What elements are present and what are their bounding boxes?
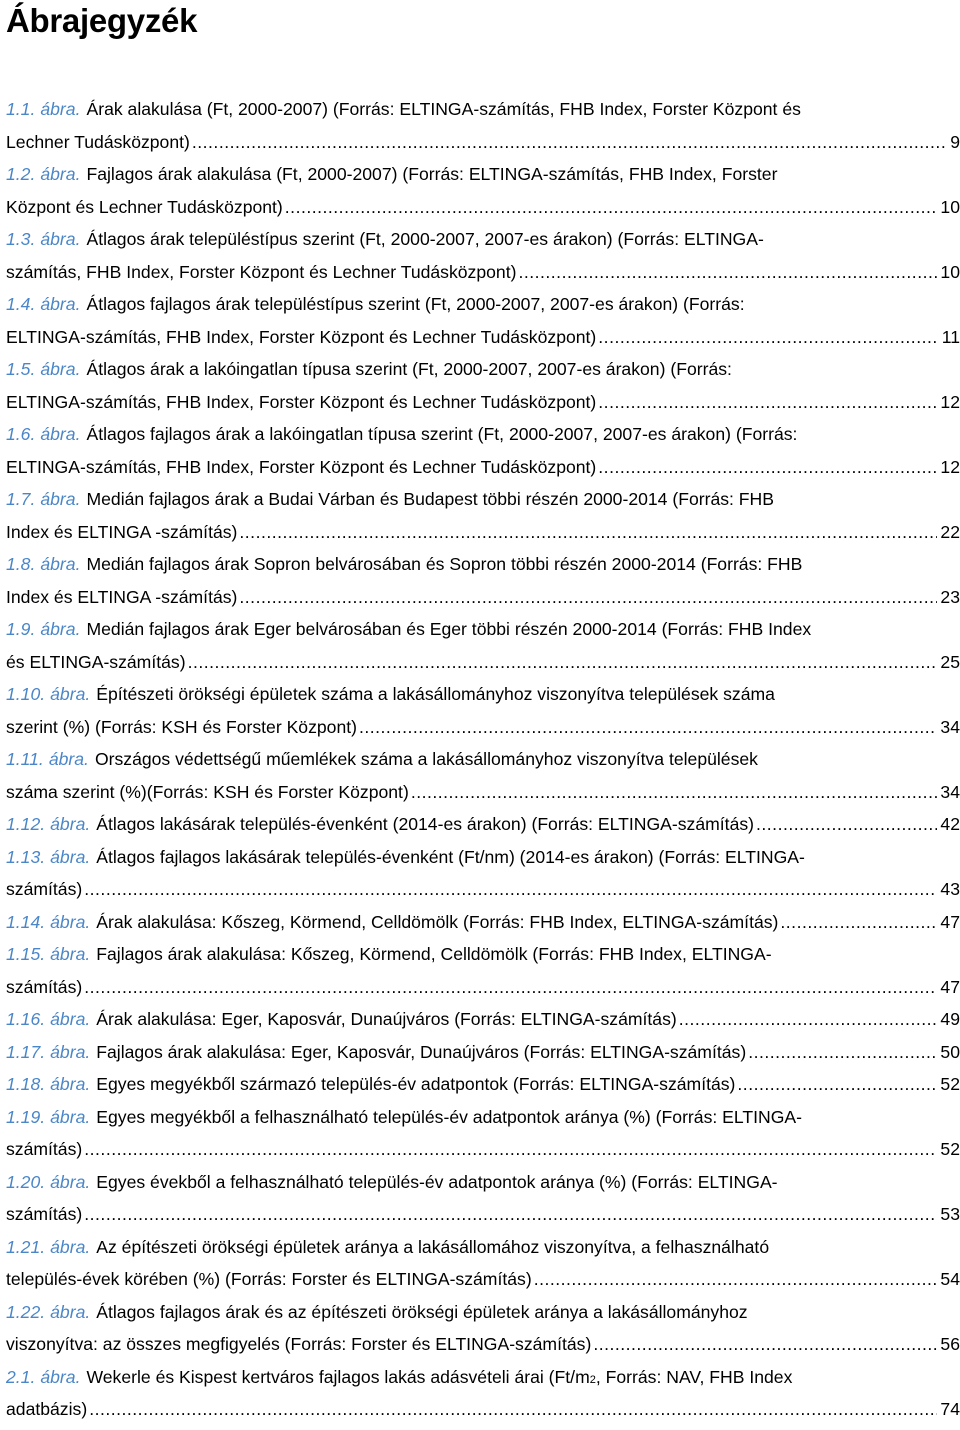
figure-number: 1.1. bbox=[6, 99, 36, 119]
page-number[interactable]: 47 bbox=[940, 976, 960, 997]
figure-caption-continued: Index és ELTINGA -számítás) bbox=[6, 586, 238, 607]
figure-entry[interactable] bbox=[6, 1231, 960, 1296]
figure-number: 1.8. bbox=[6, 554, 36, 574]
figure-caption: Egyes megyékből a felhasználható település-év adatpontok aránya (%) (Forrás: ELTINGA- bbox=[96, 1106, 802, 1127]
figure-caption: Wekerle és Kispest kertváros fajlagos lakás adásvételi árai (Ft/m bbox=[86, 1366, 590, 1387]
figure-caption-continued: Lechner Tudásközpont) bbox=[6, 131, 190, 152]
figure-caption-continued: , Forrás: NAV, FHB Index bbox=[595, 1366, 793, 1387]
figure-caption-continued: szerint (%) (Forrás: KSH és Forster Központ) bbox=[6, 716, 357, 737]
figure-entry-line bbox=[6, 1068, 960, 1101]
page-title: Ábrajegyzék bbox=[6, 2, 198, 39]
figure-entry-line bbox=[6, 321, 960, 354]
figure-caption: Az építészeti örökségi épületek aránya a lakásállomához viszonyítva, a felhasználható bbox=[96, 1236, 770, 1257]
figure-number: 1.5. bbox=[6, 359, 36, 379]
dot-leader bbox=[84, 1198, 937, 1231]
figure-label: ábra. bbox=[48, 749, 89, 769]
figure-entry-line bbox=[6, 386, 960, 419]
figure-caption-continued: számítás) bbox=[6, 976, 83, 997]
figure-number: 1.11. bbox=[6, 749, 44, 769]
figure-number: 1.17. bbox=[6, 1041, 46, 1062]
figure-entry-line bbox=[6, 1296, 960, 1329]
figure-caption-continued: viszonyítva: az összes megfigyelés (Forrás: Forster és ELTINGA-számítás) bbox=[6, 1334, 592, 1354]
dot-leader bbox=[598, 386, 937, 419]
dot-leader bbox=[84, 971, 937, 1004]
dot-leader bbox=[780, 906, 937, 939]
page-number[interactable]: 12 bbox=[940, 391, 960, 412]
figure-entry-line bbox=[6, 126, 960, 159]
figure-caption: Egyes megyékből származó település-év adatpontok (Forrás: ELTINGA-számítás) bbox=[96, 1074, 736, 1094]
dot-leader bbox=[679, 1003, 938, 1036]
figure-entry[interactable] bbox=[6, 353, 960, 418]
figure-label: ábra. bbox=[50, 911, 91, 932]
page-number[interactable]: 52 bbox=[940, 1139, 960, 1159]
figure-number: 1.2. bbox=[6, 164, 36, 184]
figure-entry-line bbox=[6, 93, 960, 126]
figure-label: ábra. bbox=[50, 1301, 91, 1322]
figure-entry[interactable] bbox=[6, 1101, 960, 1166]
figure-entry[interactable] bbox=[6, 223, 960, 288]
dot-leader bbox=[411, 776, 938, 809]
figure-label: ábra. bbox=[40, 164, 81, 184]
figure-entry[interactable] bbox=[6, 158, 960, 223]
figure-entry-line bbox=[6, 841, 960, 874]
figure-entry-line bbox=[6, 256, 960, 289]
figure-entry[interactable] bbox=[6, 613, 960, 678]
figure-entry-line: 2.1. ábra. Wekerle és Kispest kertváros fajlagos lakás adásvételi árai (Ft/m 2 , Forrás: NAV, FHB Index bbox=[6, 1361, 960, 1394]
figure-entry[interactable] bbox=[6, 1036, 960, 1069]
page-number[interactable]: 12 bbox=[940, 456, 960, 477]
figure-entry-line bbox=[6, 711, 960, 744]
figure-number: 1.16. bbox=[6, 1009, 46, 1029]
dot-leader bbox=[188, 646, 938, 679]
figure-number: 1.10. bbox=[6, 684, 46, 704]
page-number[interactable]: 25 bbox=[940, 651, 960, 672]
figure-label: ábra. bbox=[50, 1074, 91, 1094]
figure-number: 1.14. bbox=[6, 911, 46, 932]
dot-leader bbox=[239, 581, 937, 614]
figure-label: ábra. bbox=[50, 1236, 91, 1257]
figure-entry-line bbox=[6, 938, 960, 971]
figure-entry[interactable] bbox=[6, 93, 960, 158]
figure-entry-line bbox=[6, 1328, 960, 1361]
figure-entry-line bbox=[6, 1263, 960, 1296]
figure-number: 1.22. bbox=[6, 1301, 46, 1322]
figure-caption: Átlagos lakásárak település-évenként (2014-es árakon) (Forrás: ELTINGA-számítás) bbox=[96, 814, 755, 834]
figure-caption: Medián fajlagos árak Eger belvárosában és Eger többi részén 2000-2014 (Forrás: FHB Index bbox=[86, 619, 812, 639]
figure-label: ábra. bbox=[40, 554, 81, 574]
figure-number: 1.20. bbox=[6, 1171, 46, 1192]
figure-caption: Egyes évekből a felhasználható település-év adatpontok aránya (%) (Forrás: ELTINGA- bbox=[96, 1171, 778, 1192]
figure-caption-continued: száma szerint (%)(Forrás: KSH és Forster Központ) bbox=[6, 781, 409, 802]
figure-label: ábra. bbox=[40, 489, 81, 509]
figure-caption: Átlagos fajlagos árak a lakóingatlan típusa szerint (Ft, 2000-2007, 2007-es árakon) (Forrás: bbox=[86, 424, 798, 444]
figure-entry-line bbox=[6, 743, 960, 776]
figure-entry-line bbox=[6, 418, 960, 451]
figure-number: 1.7. bbox=[6, 489, 36, 509]
figure-entry-line bbox=[6, 353, 960, 386]
figure-number: 1.12. bbox=[6, 814, 46, 834]
dot-leader bbox=[89, 1393, 937, 1426]
figure-caption: Medián fajlagos árak Sopron belvárosában és Sopron többi részén 2000-2014 (Forrás: FHB bbox=[86, 554, 803, 574]
figure-label: ábra. bbox=[40, 359, 81, 379]
figure-label: ábra. bbox=[50, 684, 91, 704]
figure-entry-line bbox=[6, 906, 960, 939]
figure-entry[interactable] bbox=[6, 1296, 960, 1361]
dot-leader bbox=[84, 873, 937, 906]
figure-entry-line bbox=[6, 451, 960, 484]
figure-entry[interactable] bbox=[6, 288, 960, 353]
figure-caption-continued: számítás) bbox=[6, 879, 83, 899]
figure-caption: Árak alakulása (Ft, 2000-2007) (Forrás: ELTINGA-számítás, FHB Index, Forster Központ és bbox=[86, 99, 801, 119]
figure-label: ábra. bbox=[40, 424, 81, 444]
dot-leader bbox=[748, 1036, 937, 1069]
figure-caption-continued: számítás) bbox=[6, 1204, 83, 1224]
figure-number: 1.13. bbox=[6, 846, 46, 867]
figure-caption: Átlagos fajlagos árak településtípus szerint (Ft, 2000-2007, 2007-es árakon) (Forrás: bbox=[86, 294, 745, 314]
page-number[interactable]: 74 bbox=[940, 1399, 960, 1419]
figure-entry[interactable] bbox=[6, 1003, 960, 1036]
figure-caption-continued: számítás) bbox=[6, 1139, 83, 1159]
page-number[interactable]: 50 bbox=[940, 1041, 960, 1062]
figure-number: 2.1. bbox=[6, 1366, 36, 1387]
dot-leader bbox=[239, 516, 937, 549]
figure-entry-line bbox=[6, 1003, 960, 1036]
page-number[interactable]: 54 bbox=[940, 1269, 960, 1289]
figure-entry-line bbox=[6, 971, 960, 1004]
figure-caption: Átlagos árak településtípus szerint (Ft, 2000-2007, 2007-es árakon) (Forrás: ELTINGA- bbox=[86, 229, 764, 249]
page-number[interactable]: 10 bbox=[940, 196, 960, 217]
dot-leader bbox=[192, 126, 947, 159]
figure-entry[interactable] bbox=[6, 841, 960, 906]
figure-entry[interactable] bbox=[6, 1361, 960, 1426]
dot-leader bbox=[359, 711, 937, 744]
dot-leader bbox=[593, 1328, 937, 1361]
figure-label: ábra. bbox=[50, 846, 91, 867]
figure-entry-line bbox=[6, 646, 960, 679]
figure-label: ábra. bbox=[40, 99, 81, 119]
figure-entry[interactable] bbox=[6, 483, 960, 548]
dot-leader bbox=[598, 321, 938, 354]
figure-entry[interactable] bbox=[6, 418, 960, 483]
figure-entry-line bbox=[6, 1166, 960, 1199]
dot-leader bbox=[518, 256, 937, 289]
page-number[interactable]: 53 bbox=[940, 1204, 960, 1224]
figure-entry-line bbox=[6, 808, 960, 841]
dot-leader bbox=[756, 808, 937, 841]
dot-leader bbox=[598, 451, 937, 484]
figure-entry-line bbox=[6, 223, 960, 256]
page-number[interactable]: 23 bbox=[940, 586, 960, 607]
figure-number: 1.4. bbox=[6, 294, 36, 314]
figure-entry-line bbox=[6, 516, 960, 549]
figure-entry-line bbox=[6, 776, 960, 809]
figure-caption: Építészeti örökségi épületek száma a lakásállományhoz viszonyítva települések száma bbox=[96, 684, 775, 704]
figure-entry-line bbox=[6, 1393, 960, 1426]
figure-label: ábra. bbox=[40, 619, 81, 639]
figure-entry[interactable] bbox=[6, 938, 960, 1003]
figure-label: ábra. bbox=[40, 229, 81, 249]
figure-entry-line bbox=[6, 1133, 960, 1166]
page-number[interactable]: 49 bbox=[940, 1009, 960, 1029]
figure-label: ábra. bbox=[40, 1366, 81, 1387]
figure-number: 1.19. bbox=[6, 1106, 46, 1127]
page-number[interactable]: 43 bbox=[940, 879, 960, 899]
page-number[interactable]: 10 bbox=[940, 261, 960, 282]
figure-caption: Átlagos árak a lakóingatlan típusa szerint (Ft, 2000-2007, 2007-es árakon) (Forrás: bbox=[86, 359, 732, 379]
figure-entry-line bbox=[6, 548, 960, 581]
figure-entry[interactable] bbox=[6, 678, 960, 743]
figure-entry-line bbox=[6, 581, 960, 614]
figure-number: 1.21. bbox=[6, 1236, 46, 1257]
figure-number: 1.9. bbox=[6, 619, 36, 639]
figure-caption-continued: és ELTINGA-számítás) bbox=[6, 651, 186, 672]
page-number[interactable]: 22 bbox=[940, 521, 960, 542]
figure-number: 1.6. bbox=[6, 424, 36, 444]
figure-caption: Átlagos fajlagos lakásárak település-évenként (Ft/nm) (2014-es árakon) (Forrás: ELTINGA- bbox=[96, 846, 805, 867]
dot-leader bbox=[534, 1263, 938, 1296]
page-number[interactable]: 42 bbox=[940, 814, 960, 834]
page-number[interactable]: 56 bbox=[940, 1334, 960, 1354]
figure-entry-line bbox=[6, 1101, 960, 1134]
figure-entry-line bbox=[6, 678, 960, 711]
figure-caption: Fajlagos árak alakulása (Ft, 2000-2007) (Forrás: ELTINGA-számítás, FHB Index, Forster bbox=[86, 164, 778, 184]
figure-caption-continued: ELTINGA-számítás, FHB Index, Forster Központ és Lechner Tudásközpont) bbox=[6, 326, 597, 347]
page-number[interactable]: 34 bbox=[940, 781, 960, 802]
figure-label: ábra. bbox=[40, 294, 81, 314]
figure-caption-continued: település-évek körében (%) (Forrás: Forster és ELTINGA-számítás) bbox=[6, 1269, 532, 1289]
page-number[interactable]: 11 bbox=[941, 326, 960, 347]
figure-entry[interactable] bbox=[6, 743, 960, 808]
figure-label: ábra. bbox=[50, 814, 91, 834]
figure-label: ábra. bbox=[50, 1171, 91, 1192]
figure-caption-continued: számítás, FHB Index, Forster Központ és Lechner Tudásközpont) bbox=[6, 261, 517, 282]
page-number[interactable]: 47 bbox=[940, 911, 960, 932]
figure-entry[interactable] bbox=[6, 548, 960, 613]
figure-entry-line bbox=[6, 288, 960, 321]
figure-entry-line bbox=[6, 1036, 960, 1069]
figure-entry-line bbox=[6, 1198, 960, 1231]
figure-entry[interactable] bbox=[6, 906, 960, 939]
page-number[interactable]: 34 bbox=[940, 716, 960, 737]
figure-caption-continued: adatbázis) bbox=[6, 1399, 88, 1419]
figure-label: ábra. bbox=[50, 1009, 91, 1029]
figure-caption: Árak alakulása: Eger, Kaposvár, Dunaújváros (Forrás: ELTINGA-számítás) bbox=[96, 1009, 677, 1029]
figure-list bbox=[6, 93, 960, 1426]
figure-entry-line bbox=[6, 191, 960, 224]
figure-entry-line bbox=[6, 613, 960, 646]
figure-entry-line bbox=[6, 1231, 960, 1264]
dot-leader bbox=[285, 191, 938, 224]
dot-leader bbox=[737, 1068, 937, 1101]
figure-number: 1.3. bbox=[6, 229, 36, 249]
figure-caption-continued: ELTINGA-számítás, FHB Index, Forster Központ és Lechner Tudásközpont) bbox=[6, 456, 597, 477]
figure-caption-continued: Index és ELTINGA -számítás) bbox=[6, 521, 238, 542]
dot-leader bbox=[84, 1133, 937, 1166]
figure-number: 1.15. bbox=[6, 944, 46, 964]
figure-caption-continued: Központ és Lechner Tudásközpont) bbox=[6, 196, 283, 217]
figure-caption: Átlagos fajlagos árak és az építészeti örökségi épületek aránya a lakásállományhoz bbox=[96, 1301, 748, 1322]
figure-caption-continued: ELTINGA-számítás, FHB Index, Forster Központ és Lechner Tudásközpont) bbox=[6, 391, 597, 412]
page-number[interactable]: 52 bbox=[940, 1074, 960, 1094]
figure-caption: Medián fajlagos árak a Budai Várban és Budapest többi részén 2000-2014 (Forrás: FHB bbox=[86, 489, 774, 509]
figure-entry[interactable] bbox=[6, 1068, 960, 1101]
page-number[interactable]: 9 bbox=[950, 131, 960, 152]
figure-label: ábra. bbox=[50, 944, 91, 964]
figure-caption: Fajlagos árak alakulása: Kőszeg, Körmend, Celldömölk (Forrás: FHB Index, ELTINGA- bbox=[96, 944, 772, 964]
figure-entry-line bbox=[6, 873, 960, 906]
figure-caption: Árak alakulása: Kőszeg, Körmend, Celldömölk (Forrás: FHB Index, ELTINGA-számítás) bbox=[96, 911, 779, 932]
figure-caption: Fajlagos árak alakulása: Eger, Kaposvár, Dunaújváros (Forrás: ELTINGA-számítás) bbox=[96, 1041, 747, 1062]
figure-label: ábra. bbox=[50, 1041, 91, 1062]
figure-entry-line bbox=[6, 483, 960, 516]
figure-number: 1.18. bbox=[6, 1074, 46, 1094]
figure-entry[interactable] bbox=[6, 1166, 960, 1231]
figure-caption: Országos védettségű műemlékek száma a lakásállományhoz viszonyítva települések bbox=[94, 749, 758, 769]
figure-entry-line bbox=[6, 158, 960, 191]
figure-label: ábra. bbox=[50, 1106, 91, 1127]
figure-entry[interactable] bbox=[6, 808, 960, 841]
